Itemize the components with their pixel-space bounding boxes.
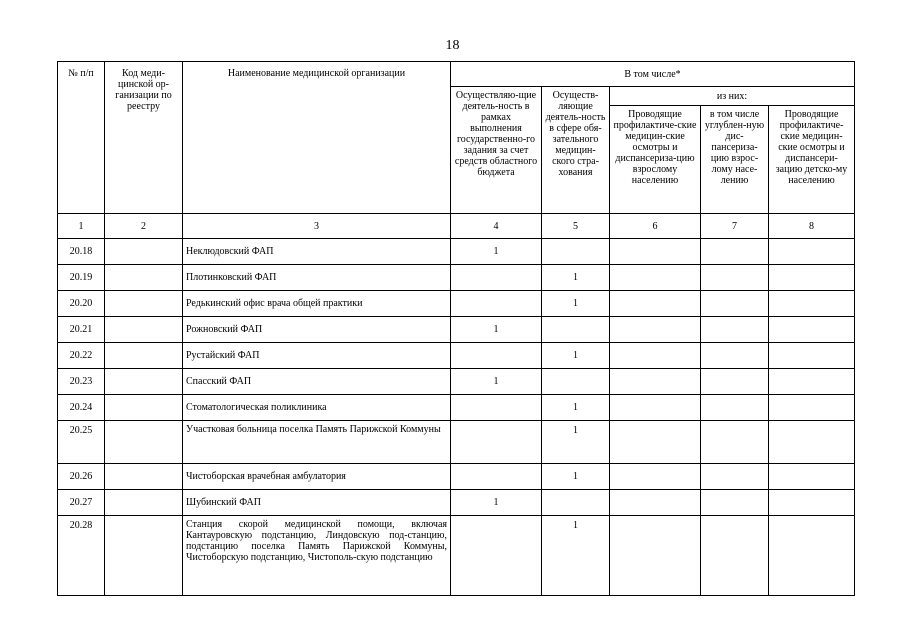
row-col5 xyxy=(542,317,610,343)
row-col5 xyxy=(542,369,610,395)
row-col6 xyxy=(610,421,701,464)
row-col8 xyxy=(769,490,855,516)
header-col6: Проводящие профилактиче-ские медицин-ские осмотры и диспансериза-цию взрослому населению xyxy=(610,106,701,214)
row-col8 xyxy=(769,369,855,395)
row-org-name: Чистоборская врачебная амбулатория xyxy=(183,464,451,490)
row-col7 xyxy=(701,239,769,265)
row-col8 xyxy=(769,395,855,421)
row-org-name: Рожновский ФАП xyxy=(183,317,451,343)
row-col5: 1 xyxy=(542,343,610,369)
column-number: 8 xyxy=(769,214,855,239)
column-numbers-row xyxy=(58,214,855,239)
medical-organizations-table xyxy=(57,61,855,596)
row-number: 20.23 xyxy=(58,369,105,395)
column-number: 2 xyxy=(105,214,183,239)
row-col7 xyxy=(701,395,769,421)
row-number: 20.27 xyxy=(58,490,105,516)
table-row xyxy=(58,343,855,369)
row-col8 xyxy=(769,317,855,343)
header-col5: Осуществ-ляющие деятель-ность в сфере обя-зательного медицин-ского стра-хования xyxy=(542,87,610,214)
row-col8 xyxy=(769,464,855,490)
row-col4: 1 xyxy=(451,317,542,343)
header-num: № п/п xyxy=(58,62,105,214)
row-col6 xyxy=(610,343,701,369)
row-col8 xyxy=(769,516,855,596)
row-code xyxy=(105,239,183,265)
header-name: Наименование медицинской организации xyxy=(183,62,451,214)
row-col4 xyxy=(451,343,542,369)
row-number: 20.24 xyxy=(58,395,105,421)
row-number: 20.26 xyxy=(58,464,105,490)
row-col4 xyxy=(451,516,542,596)
row-code xyxy=(105,369,183,395)
table-row xyxy=(58,421,855,464)
row-col7 xyxy=(701,490,769,516)
row-col4 xyxy=(451,421,542,464)
header-col8: Проводящие профилактиче-ские медицин-ские осмотры и диспансери-зацию детско-му населению xyxy=(769,106,855,214)
row-code xyxy=(105,490,183,516)
row-org-name: Редькинский офис врача общей практики xyxy=(183,291,451,317)
header-col4: Осуществляю-щие деятель-ность в рамках выполнения государственно-го задания за счет средств областного бюджета xyxy=(451,87,542,214)
table-row xyxy=(58,490,855,516)
row-code xyxy=(105,464,183,490)
table-row xyxy=(58,239,855,265)
table-row xyxy=(58,516,855,596)
column-number: 4 xyxy=(451,214,542,239)
row-col5: 1 xyxy=(542,265,610,291)
row-number: 20.22 xyxy=(58,343,105,369)
row-col5: 1 xyxy=(542,516,610,596)
row-col4 xyxy=(451,291,542,317)
row-org-name: Станция скорой медицинской помощи, включая Кантауровскую подстанцию, Линдовскую под-станцию, подстанцию поселка Память Парижской Коммуны, Чистоборскую подстанцию, Чистополь-скую подстанцию xyxy=(183,516,451,596)
row-code xyxy=(105,421,183,464)
row-col7 xyxy=(701,265,769,291)
row-col7 xyxy=(701,421,769,464)
row-col5: 1 xyxy=(542,291,610,317)
row-number: 20.20 xyxy=(58,291,105,317)
column-number: 3 xyxy=(183,214,451,239)
row-col7 xyxy=(701,516,769,596)
row-number: 20.18 xyxy=(58,239,105,265)
row-org-name: Участковая больница поселка Память Парижской Коммуны xyxy=(183,421,451,464)
header-col7: в том числе углублен-ную дис-пансериза-цию взрос-лому насе-лению xyxy=(701,106,769,214)
row-org-name: Шубинский ФАП xyxy=(183,490,451,516)
column-number: 6 xyxy=(610,214,701,239)
row-col6 xyxy=(610,395,701,421)
row-col6 xyxy=(610,464,701,490)
row-col6 xyxy=(610,490,701,516)
table-row xyxy=(58,369,855,395)
row-col6 xyxy=(610,369,701,395)
row-col7 xyxy=(701,369,769,395)
column-number: 5 xyxy=(542,214,610,239)
page-number: 18 xyxy=(445,38,460,53)
header-of-them: из них: xyxy=(610,87,855,106)
header-code: Код меди-цинской ор-ганизации по реестру xyxy=(105,62,183,214)
row-col5: 1 xyxy=(542,395,610,421)
row-org-name: Рустайский ФАП xyxy=(183,343,451,369)
row-col8 xyxy=(769,265,855,291)
row-col4 xyxy=(451,265,542,291)
table-row xyxy=(58,291,855,317)
row-col7 xyxy=(701,291,769,317)
row-code xyxy=(105,395,183,421)
row-col7 xyxy=(701,464,769,490)
row-number: 20.21 xyxy=(58,317,105,343)
row-org-name: Стоматологическая поликлиника xyxy=(183,395,451,421)
table-row xyxy=(58,395,855,421)
row-col8 xyxy=(769,291,855,317)
row-number: 20.19 xyxy=(58,265,105,291)
row-col8 xyxy=(769,421,855,464)
row-col7 xyxy=(701,343,769,369)
row-col6 xyxy=(610,265,701,291)
row-col4 xyxy=(451,464,542,490)
table-row xyxy=(58,317,855,343)
row-col4: 1 xyxy=(451,369,542,395)
table-row xyxy=(58,464,855,490)
row-col7 xyxy=(701,317,769,343)
row-col4: 1 xyxy=(451,490,542,516)
column-number: 7 xyxy=(701,214,769,239)
row-col5 xyxy=(542,490,610,516)
row-org-name: Неклюдовский ФАП xyxy=(183,239,451,265)
row-code xyxy=(105,317,183,343)
row-col8 xyxy=(769,239,855,265)
row-code xyxy=(105,291,183,317)
row-col5: 1 xyxy=(542,421,610,464)
column-number: 1 xyxy=(58,214,105,239)
row-col6 xyxy=(610,317,701,343)
row-col4 xyxy=(451,395,542,421)
row-code xyxy=(105,265,183,291)
row-number: 20.25 xyxy=(58,421,105,464)
row-code xyxy=(105,343,183,369)
row-number: 20.28 xyxy=(58,516,105,596)
row-col5: 1 xyxy=(542,464,610,490)
row-org-name: Спасский ФАП xyxy=(183,369,451,395)
row-col8 xyxy=(769,343,855,369)
row-col6 xyxy=(610,239,701,265)
row-col4: 1 xyxy=(451,239,542,265)
header-including: В том числе* xyxy=(451,62,855,87)
row-col6 xyxy=(610,516,701,596)
row-col5 xyxy=(542,239,610,265)
table-row xyxy=(58,265,855,291)
row-col6 xyxy=(610,291,701,317)
row-code xyxy=(105,516,183,596)
row-org-name: Плотинковский ФАП xyxy=(183,265,451,291)
table-body xyxy=(58,214,855,596)
